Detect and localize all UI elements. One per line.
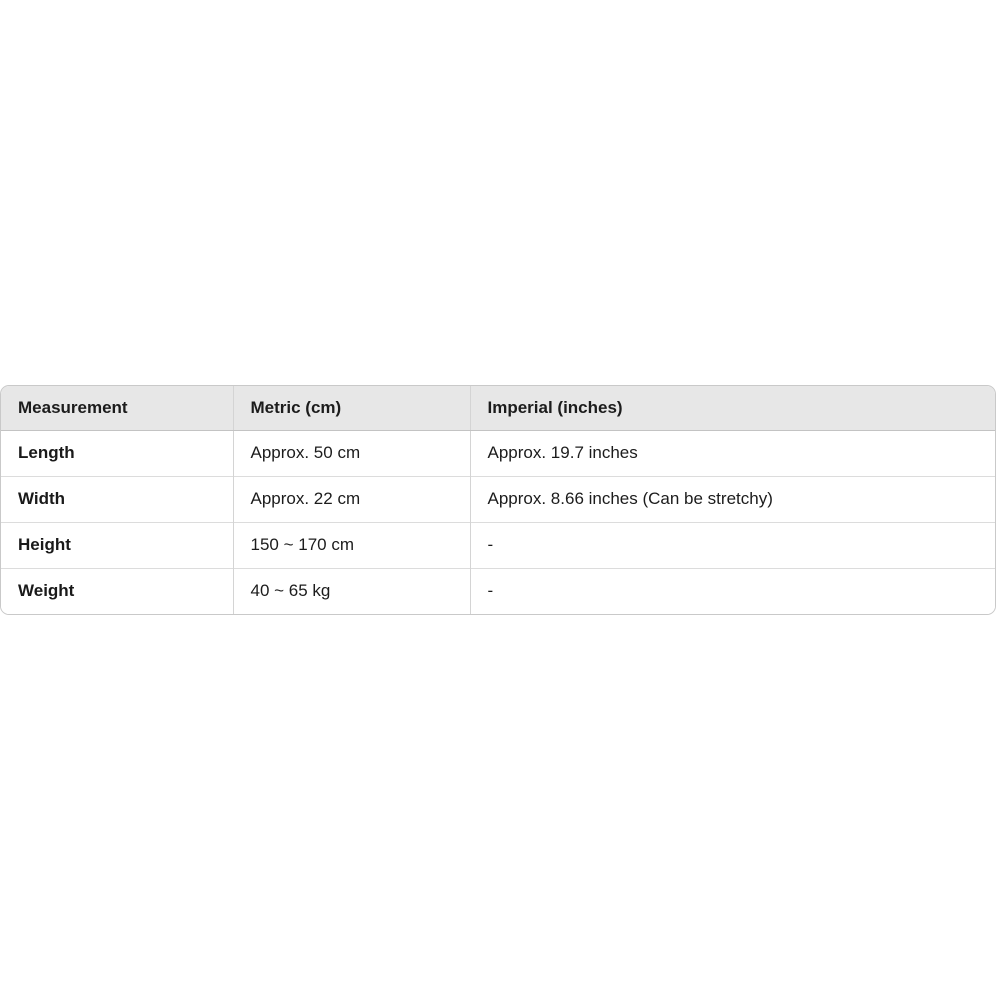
imperial-value: - (470, 522, 995, 568)
metric-value: 150 ~ 170 cm (233, 522, 470, 568)
measurements-table-container (0, 385, 996, 615)
metric-value: Approx. 22 cm (233, 476, 470, 522)
imperial-value: Approx. 19.7 inches (470, 430, 995, 476)
metric-value: Approx. 50 cm (233, 430, 470, 476)
measurements-table (1, 386, 995, 614)
table-row-width (1, 476, 995, 522)
metric-value: 40 ~ 65 kg (233, 568, 470, 614)
row-label: Height (1, 522, 233, 568)
imperial-value: - (470, 568, 995, 614)
row-label: Width (1, 476, 233, 522)
row-label: Length (1, 430, 233, 476)
table-row-weight (1, 568, 995, 614)
table-row-height (1, 522, 995, 568)
header-metric: Metric (cm) (233, 386, 470, 430)
table-row-length (1, 430, 995, 476)
row-label: Weight (1, 568, 233, 614)
imperial-value: Approx. 8.66 inches (Can be stretchy) (470, 476, 995, 522)
table-header-row (1, 386, 995, 430)
header-imperial: Imperial (inches) (470, 386, 995, 430)
header-measurement: Measurement (1, 386, 233, 430)
